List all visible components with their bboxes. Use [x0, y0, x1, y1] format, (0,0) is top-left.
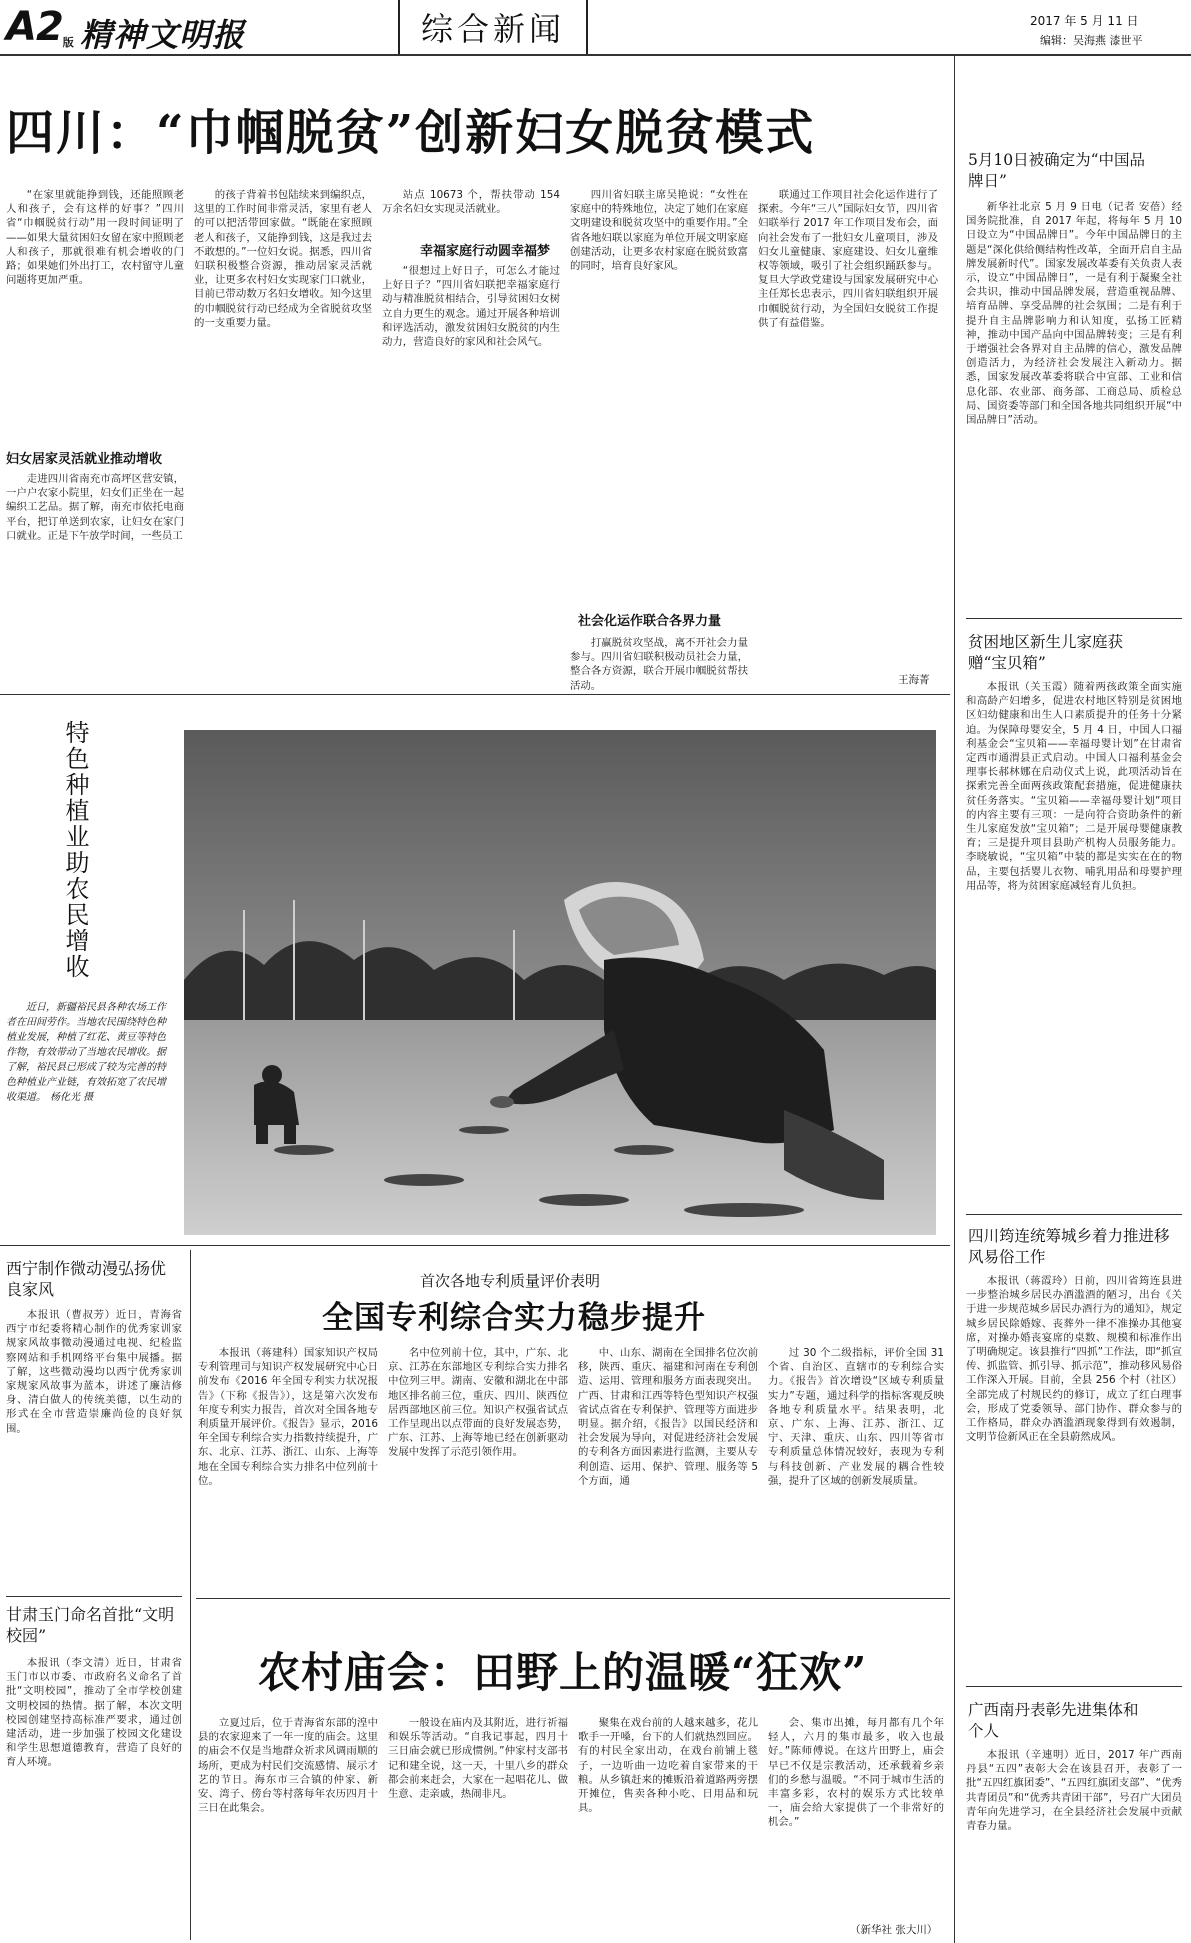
farm-photo-image	[184, 730, 936, 1235]
lead-col-1b	[6, 472, 184, 684]
left-column-divider	[190, 1250, 191, 1940]
photo-caption-title: 特色种植业助农民增收	[61, 720, 89, 980]
lead-bottom-rule	[0, 694, 950, 695]
right-rule-3	[966, 1686, 1182, 1687]
photo-caption-author: 杨化光 摄	[50, 1092, 94, 1103]
temple-col-2-text: 一般设在庙内及其附近，进行祈福和娱乐等活动。“自我记事起，四月十三日庙会就已形成惯例。”仲家村支部书记和建全说，这一天，十里八乡的群众都会前来赶会，大家在一起唱花儿、做生意、走亲戚，热闹非凡。	[388, 1717, 568, 1801]
lead-col-4b	[570, 636, 748, 692]
page-number-suffix: 版	[62, 36, 73, 49]
lead-col-5	[758, 188, 938, 668]
farm-photo	[184, 730, 936, 1235]
lead-col-3	[382, 188, 560, 228]
left-short-1-body	[6, 1308, 182, 1588]
right-2-body	[966, 680, 1182, 1206]
lead-col-1	[6, 188, 184, 438]
lead-col-1b-text: 走进四川省南充市高坪区营安镇，一户户农家小院里，妇女们正坐在一起编织工艺品。据了解，南充市依托电商平台，把订单送到农家，让妇女在家门口就业。正是下午放学时间，一些员工	[6, 473, 184, 542]
right-4-headline: 广西南丹表彰先进集体和个人	[968, 1701, 1139, 1740]
right-1-text: 新华社北京 5 月 9 日电（记者 安蓓）经国务院批准，自 2017 年起，将每年 5 月 10 日设立为“中国品牌日”。今年中国品牌日的主题是“深化供给侧结构性改革，全面开启自主品牌发展新时代”。国家发展改革委有关负责人表示，设立“中国品牌日”，一是有利于凝聚全社会共识，推动中国品牌发展，营造重视品牌、培育品牌、享受品牌的社会氛围；二是有利于提升自主品牌影响力和认知度，弘扬工匠精神，推动中国产品向中国品牌转变；三是有利于增强社会各界对自主品牌的信心，激发品牌创造活力，为经济社会发展注入新动力。据悉，国家发展改革委将联合中宣部、工业和信息化部、农业部、商务部、工商总局、质检总局、国资委等部门和全国各地共同组织开展“中国品牌日”活动。	[966, 201, 1182, 427]
right-rule-2	[966, 1214, 1182, 1215]
temple-col-1-text: 立夏过后，位于青海省东部的湟中县的农家迎来了一年一度的庙会。这里的庙会不仅是当地群众祈求风调雨顺的场所，更成为村民们交流感情、展示才艺的节日。海东市三合镇的仲家、新安、湾子、傍台等村落每年农历四月十三日在此集会。	[198, 1717, 378, 1815]
lead-col-5-text: 联通过工作项目社会化运作进行了探索。今年“三八”国际妇女节，四川省妇联举行 2017 年工作项目发布会，面向社会发布了一批妇女儿童项目，涉及妇女儿童健康、家庭建设、妇女儿童维权等领域，吸引了社会组织踊跃参与。复旦大学政党建设与国家发展研究中心主任郑长忠表示，四川省妇联组织开展巾帼脱贫行动，为全国妇女脱贫工作提供了有益借鉴。	[758, 189, 938, 329]
right-2-text: 本报讯（关玉霞）随着两孩政策全面实施和高龄产妇增多，促进农村地区特别是贫困地区妇幼健康和出生人口素质提升的任务十分紧迫。为保障母婴安全，5 月 4 日，中国人口福利基金会“宝贝箱——幸福母婴计划”在甘肃省定西市通渭县正式启动。中国人口福利基金会理事长郝林娜在启动仪式上说，此项活动旨在探索完善全面两孩政策配套措施，促进健康扶贫任务落实。“宝贝箱——幸福母婴计划”项目的内容主要有三项：一是向符合资助条件的新生儿家庭发放“宝贝箱”；二是开展母婴健康教育；三是提升项目县助产机构人员服务能力。李晓敏说，“宝贝箱”中装的都是实实在在的物品，主要包括婴儿衣物、哺乳用品和母婴护理用品等，将为贫困家庭减轻育儿负担。	[966, 681, 1182, 892]
left-short-rule	[6, 1596, 182, 1597]
right-1-headline: 5月10日被确定为“中国品牌日”	[968, 151, 1146, 190]
right-4-body	[966, 1748, 1182, 1938]
right-3-body	[966, 1274, 1182, 1678]
lead-subhead-1: 妇女居家灵活就业推动增收	[6, 452, 163, 467]
lead-subhead-3: 社会化运作联合各界力量	[578, 614, 722, 629]
left-short-2-text: 本报讯（李文清）近日，甘肃省玉门市以市委、市政府名义命名了首批“文明校园”，推动了全市学校创建文明校园的热情。据了解，本次文明校园创建坚持高标准严要求，通过创建活动，进一步加强了校园文化建设和学生思想道德教育，营造了良好的育人环境。	[6, 1657, 182, 1769]
photo-bottom-rule	[0, 1245, 950, 1246]
patent-col-3	[578, 1346, 758, 1586]
right-3-text: 本报讯（蒋霞玲）日前，四川省筠连县进一步整治城乡居民办酒滥酒的陋习，出台《关于进一步规范城乡居民办酒行为的通知》，规定城乡居民除婚嫁、丧葬外一律不准操办其他宴席，对操办婚丧宴席的桌数、规模和标准作出了明确规定。该县推行“四抓”工作法，即“抓宣传、抓监管、抓引导、抓示范”，推动移风易俗工作深入开展。目前，全县 256 个村（社区）全部完成了村规民约的修订，成立了红白理事会，形成了党委领导、部门协作、群众参与的工作格局，群众办酒滥酒现象得到有效遏制，文明节俭新风正在全县蔚然成风。	[966, 1275, 1182, 1444]
lead-col-2-text: 的孩子背着书包陆续来到编织点，这里的工作时间非常灵活，家里有老人的可以把活带回家做。“既能在家照顾老人和孩子，又能挣到钱，这是我过去不敢想的。”一位妇女说。据悉，四川省妇联积极整合资源，推动居家灵活就业，让更多农村妇女实现家门口就业，目前已带动数万名妇女增收。知今这里的巾帼脱贫行动已经成为全省脱贫攻坚的一支重要力量。	[194, 189, 372, 329]
patent-col-2-text: 名中位列前十位，其中，广东、北京、江苏在东部地区专利综合实力排名中位列三甲。湖南、安徽和湖北在中部地区排名前三位，重庆、四川、陕西位居西部地区前三位。知识产权强省试点工作呈现出以点带面的良好发展态势，广东、江苏、上海等地已经在创新驱动发展中发挥了示范引领作用。	[388, 1347, 568, 1459]
patent-kicker: 首次各地专利质量评价表明	[420, 1272, 601, 1290]
temple-col-4-text: 会、集市出摊，每月都有几个年轻人，六月的集市最多，收入也最好。”陈师傅说。在这片田野上，庙会早已不仅是宗教活动，还承载着乡亲们的乡愁与温暖。“不同于城市生活的丰富多彩，农村的娱乐方式比较单一，庙会给大家提供了一个非常好的机会。”	[768, 1717, 944, 1829]
temple-col-2	[388, 1716, 568, 1938]
lead-col-4b-text: 打赢脱贫攻坚战，离不开社会力量参与。四川省妇联积极动员社会力量，整合各方资源，联合开展巾帼脱贫帮扶活动。	[570, 637, 748, 692]
lead-col-3b	[382, 264, 560, 684]
left-short-1-headline: 西宁制作微动漫弘扬优良家风	[6, 1259, 167, 1299]
left-short-2-headline: 甘肃玉门命名首批“文明校园”	[6, 1605, 175, 1645]
patent-col-1-text: 本报讯（蒋建科）国家知识产权局专利管理司与知识产权发展研究中心日前发布《2016 年全国专利实力状况报告》（下称《报告》），这是第六次发布年度专利实力报告，首次对全国各地专利质量开展评价。《报告》显示，2016 年全国专利综合实力指数持续提升，广东、北京、江苏、浙江、山东、上海等地在全国专利综合实力排名中位列前十位。	[198, 1347, 378, 1487]
masthead-rule	[0, 54, 1191, 56]
lead-col-3b-text: “很想过上好日子，可怎么才能过上好日子？”四川省妇联把幸福家庭行动与精准脱贫相结合，引导贫困妇女树立自力更生的观念。通过开展各种培训和评选活动，激发贫困妇女脱贫的内生动力，营造良好的家风和社会风气。	[382, 265, 560, 349]
temple-col-3	[578, 1716, 758, 1938]
lead-col-1-text: “在家里就能挣到钱，还能照顾老人和孩子，会有这样的好事？”四川省“巾帼脱贫行动”用一段时间证明了——如果大量贫困妇女留在家中照顾老人和孩子，那就很难有机会增收的门路；如果她们外出打工，农村留守儿童问题将更加严重。	[6, 189, 184, 287]
right-column-divider	[954, 56, 955, 1943]
temple-author: （新华社 张大川）	[850, 1924, 938, 1936]
right-rule-1	[966, 618, 1182, 619]
lead-author: 王海菁	[898, 674, 930, 686]
paper-name: 精神文明报	[80, 16, 246, 54]
lead-col-4	[570, 188, 748, 598]
left-short-1-text: 本报讯（曹叔芳）近日，青海省西宁市纪委将精心制作的优秀家训家规家风故事微动漫通过电视、纪检监察网站和手机网络平台集中展播。据了解，这些微动漫均以西宁优秀家训家规家风故事为蓝本，讲述了廉洁修身、清白做人的传统美德，以生动的形式在全市营造崇廉尚俭的良好氛围。	[6, 1309, 182, 1435]
lead-headline: 四川：“巾帼脱贫”创新妇女脱贫模式	[6, 105, 816, 161]
temple-headline: 农村庙会：田野上的温暖“狂欢”	[258, 1648, 868, 1697]
patent-col-3-text: 中、山东、湖南在全国排名位次前移，陕西、重庆、福建和河南在专利创造、运用、管理和服务方面表现突出。广西、甘肃和江西等特色型知识产权强省试点省在专利保护、管理等方面进步明显。据介绍，《报告》以国民经济和社会发展为导向，对促进经济社会发展的专利各方面因素进行监测，主要从专利创造、运用、保护、管理、服务等 5 个方面，通	[578, 1347, 758, 1487]
lead-col-4-text: 四川省妇联主席吴艳说：“女性在家庭中的特殊地位，决定了她们在家庭文明建设和脱贫攻坚中的重要作用。”全省各地妇联以家庭为单位开展文明家庭创建活动，让更多农村家庭在脱贫致富的同时，培育良好家风。	[570, 189, 748, 273]
lead-col-2	[194, 188, 372, 684]
patent-col-4	[768, 1346, 944, 1586]
patent-col-1	[198, 1346, 378, 1586]
right-4-text: 本报讯（辛連明）近日，2017 年广西南丹县“五四”表彰大会在该县召开，表彰了一批“五四红旗团委”、“五四红旗团支部”、“优秀共青团员”和“优秀共青团干部”，号召广大团员青年向先进学习，在全县经济社会发展中贡献青春力量。	[966, 1749, 1182, 1833]
photo-caption-text: 近日，新疆裕民县各种农场工作者在田间劳作。当地农民围绕特色种植业发展，种植了红花、黄豆等特色作物，有效带动了当地农民增收。据了解，裕民县已形成了较为完善的特色种植业产业链，有效拓宽了农民增收渠道。	[6, 1002, 166, 1103]
temple-col-4	[768, 1716, 944, 1916]
temple-col-3-text: 聚集在戏台前的人越来越多，花儿歌手一开嗓，台下的人们就热烈回应。有的村民全家出动，在戏台前铺上毯子，一边听曲一边吃着自家带来的干粮。从乡镇赶来的摊贩沿着道路两旁摆开摊位，售卖各种小吃、日用品和玩具。	[578, 1717, 758, 1815]
patent-headline: 全国专利综合实力稳步提升	[322, 1300, 706, 1336]
temple-col-1	[198, 1716, 378, 1938]
right-3-headline: 四川筠连统筹城乡着力推进移风易俗工作	[968, 1227, 1170, 1266]
section-title: 综合新闻	[420, 10, 565, 48]
patent-col-2	[388, 1346, 568, 1586]
issue-date: 2017 年 5 月 11 日	[1030, 14, 1139, 28]
left-short-2-body	[6, 1656, 182, 1936]
patent-bottom-rule	[196, 1598, 950, 1599]
lead-col-3-text: 站点 10673 个，帮扶带动 154 万余名妇女实现灵活就业。	[382, 189, 560, 216]
right-1-body	[966, 200, 1182, 610]
editor-credit: 编辑：吴海燕 漆世平	[1040, 34, 1143, 47]
lead-subhead-2: 幸福家庭行动圆幸福梦	[420, 244, 551, 259]
right-2-headline: 贫困地区新生儿家庭获赠“宝贝箱”	[968, 633, 1124, 672]
photo-caption-body	[6, 1000, 166, 1230]
patent-col-4-text: 过 30 个二级指标，评价全国 31 个省、自治区、直辖市的专利综合实力。《报告》首次增设“区域专利质量实力”专题，通过科学的指标客观反映各地专利质量水平。结果表明，北京、广东、上海、江苏、浙江、辽宁、天津、重庆、山东、四川等省市专利质量总体情况较好，表现为专利与科技创新、产业发展的耦合性较强，提升了区域的创新发展质量。	[768, 1347, 944, 1487]
section-title-box	[398, 0, 588, 56]
page-number-value: A2	[6, 4, 63, 50]
page-number	[6, 4, 73, 50]
